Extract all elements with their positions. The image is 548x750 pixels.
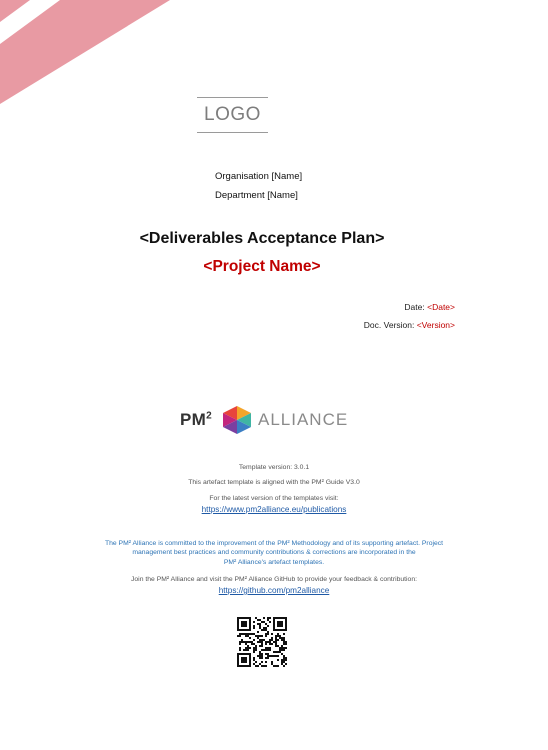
template-version: Template version: 3.0.1 — [238, 464, 310, 471]
document-title: <Deliverables Acceptance Plan> — [139, 230, 385, 247]
organisation-name: Organisation [Name] — [215, 171, 303, 182]
pm2-alliance-logo — [180, 405, 350, 435]
date-label: Date: — [404, 302, 428, 312]
cube-logo-icon — [220, 405, 254, 435]
latest-version-note: For the latest version of the templates visit: — [209, 495, 339, 502]
version-value: <Version> — [416, 320, 455, 330]
join-note: Join the PM² Alliance and visit the PM² Alliance GitHub to provide your feedback & contribution: — [131, 576, 417, 583]
github-link-row — [0, 586, 548, 596]
date-value: <Date> — [427, 302, 455, 312]
alliance-wordmark: ALLIANCE — [257, 410, 349, 429]
corner-decoration — [0, 0, 170, 105]
pm2-wordmark: $PM^2$ — [180, 410, 212, 429]
github-link[interactable]: https://github.com/pm2alliance — [218, 586, 330, 595]
commitment-line-1: The PM² Alliance is committed to the improvement of the PM² Methodology and of its supporting artefact. Project — [104, 540, 444, 547]
commitment-line-3: PM² Alliance's artefact templates. — [223, 559, 325, 566]
publications-link-row — [0, 505, 548, 515]
date-line — [404, 302, 455, 312]
logo-placeholder — [197, 97, 268, 133]
version-line — [364, 320, 455, 330]
project-name: <Project Name> — [203, 258, 321, 275]
guide-alignment: This artefact template is aligned with the PM² Guide V3.0 — [188, 479, 360, 486]
logo-text: LOGO — [204, 104, 261, 125]
commitment-line-2: management best practices and community contributions & corrections are incorporated in the — [132, 549, 416, 556]
publications-link[interactable]: https://www.pm2alliance.eu/publications — [201, 505, 347, 514]
version-label: Doc. Version: — [363, 320, 417, 330]
department-name: Department [Name] — [215, 190, 298, 201]
qr-code[interactable] — [237, 617, 287, 667]
